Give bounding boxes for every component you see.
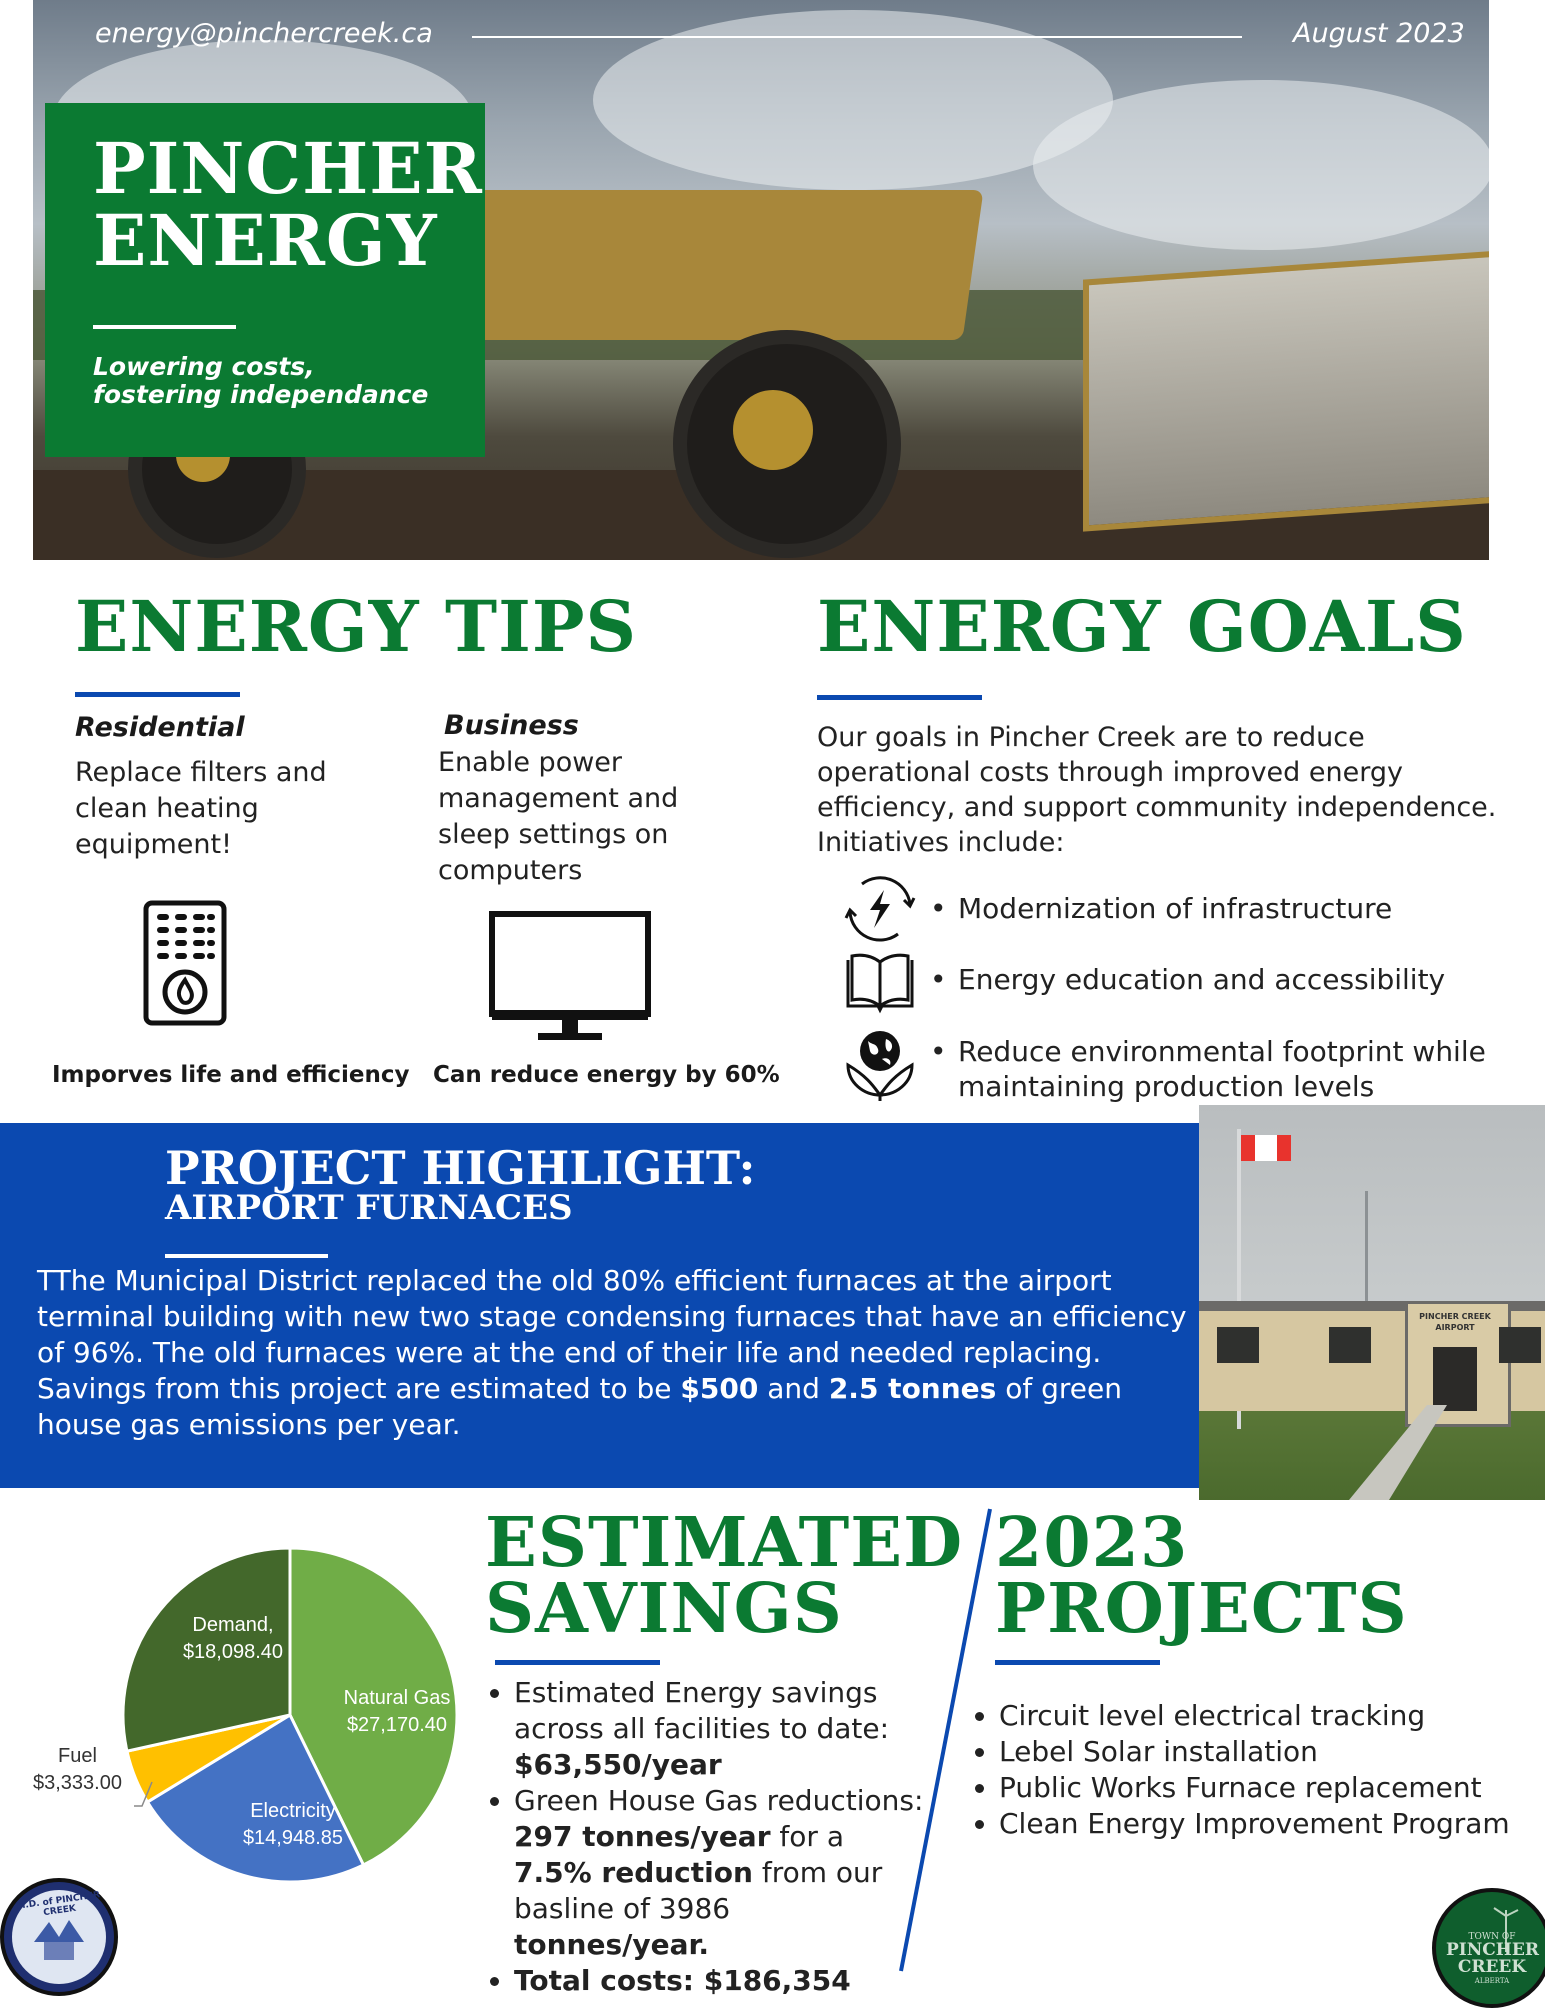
header-divider bbox=[472, 36, 1242, 38]
monitor-icon bbox=[488, 910, 652, 1044]
contact-email[interactable]: energy@pinchercreek.ca bbox=[95, 18, 433, 49]
title-rule bbox=[93, 325, 236, 329]
projects-heading: 2023 PROJECTS bbox=[995, 1503, 1408, 1649]
building-sign: PINCHER CREEK AIRPORT bbox=[1419, 1312, 1491, 1332]
pie-label-demand: Demand, $18,098.40 bbox=[182, 1614, 284, 1663]
business-text: Enable power management and sleep settings on computers bbox=[438, 747, 679, 886]
savings-item: • Green House Gas reductions: 297 tonnes/year for a 7.5% reduction from our basline of 3986 tonnes/year. bbox=[514, 1783, 930, 1963]
md-pincher-creek-logo: M.D. of PINCHER CREEK bbox=[0, 1878, 118, 1996]
residential-caption: Imporves life and efficiency bbox=[52, 1062, 410, 1088]
savings-list bbox=[490, 1675, 930, 1999]
fuel-leader-line bbox=[132, 1778, 158, 1808]
town-pincher-creek-logo: TOWN OF PINCHER CREEK ALBERTA bbox=[1432, 1888, 1545, 2008]
goals-intro: Our goals in Pincher Creek are to reduce operational costs through improved energy efficiency, and support community independence. Initiatives include: bbox=[817, 722, 1497, 858]
pie-label-fuel: Fuel $3,333.00 bbox=[33, 1745, 122, 1794]
estimated-savings-heading: ESTIMATED SAVINGS bbox=[485, 1503, 964, 1649]
business-tip bbox=[438, 710, 738, 889]
goal-item: • Reduce environmental footprint while maintaining production levels bbox=[958, 1034, 1533, 1104]
business-caption: Can reduce energy by 60% bbox=[433, 1062, 780, 1088]
tagline: Lowering costs, fostering independance bbox=[93, 352, 429, 409]
highlight-subheading: AIRPORT FURNACES bbox=[165, 1188, 573, 1228]
energy-goals-heading: ENERGY GOALS bbox=[817, 585, 1467, 668]
energy-tips-heading: ENERGY TIPS bbox=[75, 585, 638, 668]
earth-leaf-icon bbox=[842, 1025, 918, 1101]
savings-item: • Estimated Energy savings across all facilities to date: $63,550/year bbox=[514, 1675, 930, 1783]
project-highlight bbox=[0, 1123, 1199, 1488]
savings-item: • Total costs: $186,354 bbox=[514, 1963, 930, 1999]
project-item: • Circuit level electrical tracking bbox=[999, 1698, 1545, 1734]
energy-cycle-icon bbox=[842, 870, 918, 946]
project-item: • Clean Energy Improvement Program bbox=[999, 1806, 1545, 1842]
highlight-text: TThe Municipal District replaced the old 80% efficient furnaces at the airport terminal building with new two stage condensing furnaces that have an efficiency of 96%. The old furnaces were at the end of their life and needed replacing. Savings from this project are estimated to be $500 and 2.5 tonnes of green house gas emissions per year. bbox=[37, 1264, 1187, 1441]
project-item: • Lebel Solar installation bbox=[999, 1734, 1545, 1770]
projects-rule bbox=[995, 1660, 1160, 1665]
project-item: • Public Works Furnace replacement bbox=[999, 1770, 1545, 1806]
pie-label-electricity: Electricity $14,948.85 bbox=[242, 1800, 344, 1849]
goal-item: • Energy education and accessibility bbox=[958, 962, 1533, 997]
goal-item: • Modernization of infrastructure bbox=[958, 891, 1533, 926]
pie-label-natural-gas: Natural Gas $27,170.40 bbox=[343, 1687, 451, 1736]
newsletter-title: PINCHER ENERGY bbox=[93, 127, 483, 282]
residential-tip bbox=[75, 712, 375, 863]
airport-photo bbox=[1199, 1105, 1545, 1500]
highlight-heading: PROJECT HIGHLIGHT: bbox=[165, 1141, 756, 1195]
savings-rule bbox=[495, 1660, 660, 1665]
highlight-rule bbox=[165, 1254, 328, 1258]
tips-rule bbox=[75, 692, 240, 697]
goals-rule bbox=[817, 695, 982, 700]
residential-label: Residential bbox=[75, 712, 245, 743]
thermostat-icon bbox=[143, 900, 227, 1026]
projects-list bbox=[975, 1698, 1545, 1842]
business-label: Business bbox=[444, 710, 579, 741]
issue-date: August 2023 bbox=[1293, 18, 1465, 49]
residential-text: Replace filters and clean heating equipment! bbox=[75, 757, 327, 860]
book-icon bbox=[842, 944, 918, 1020]
title-box bbox=[45, 103, 485, 457]
